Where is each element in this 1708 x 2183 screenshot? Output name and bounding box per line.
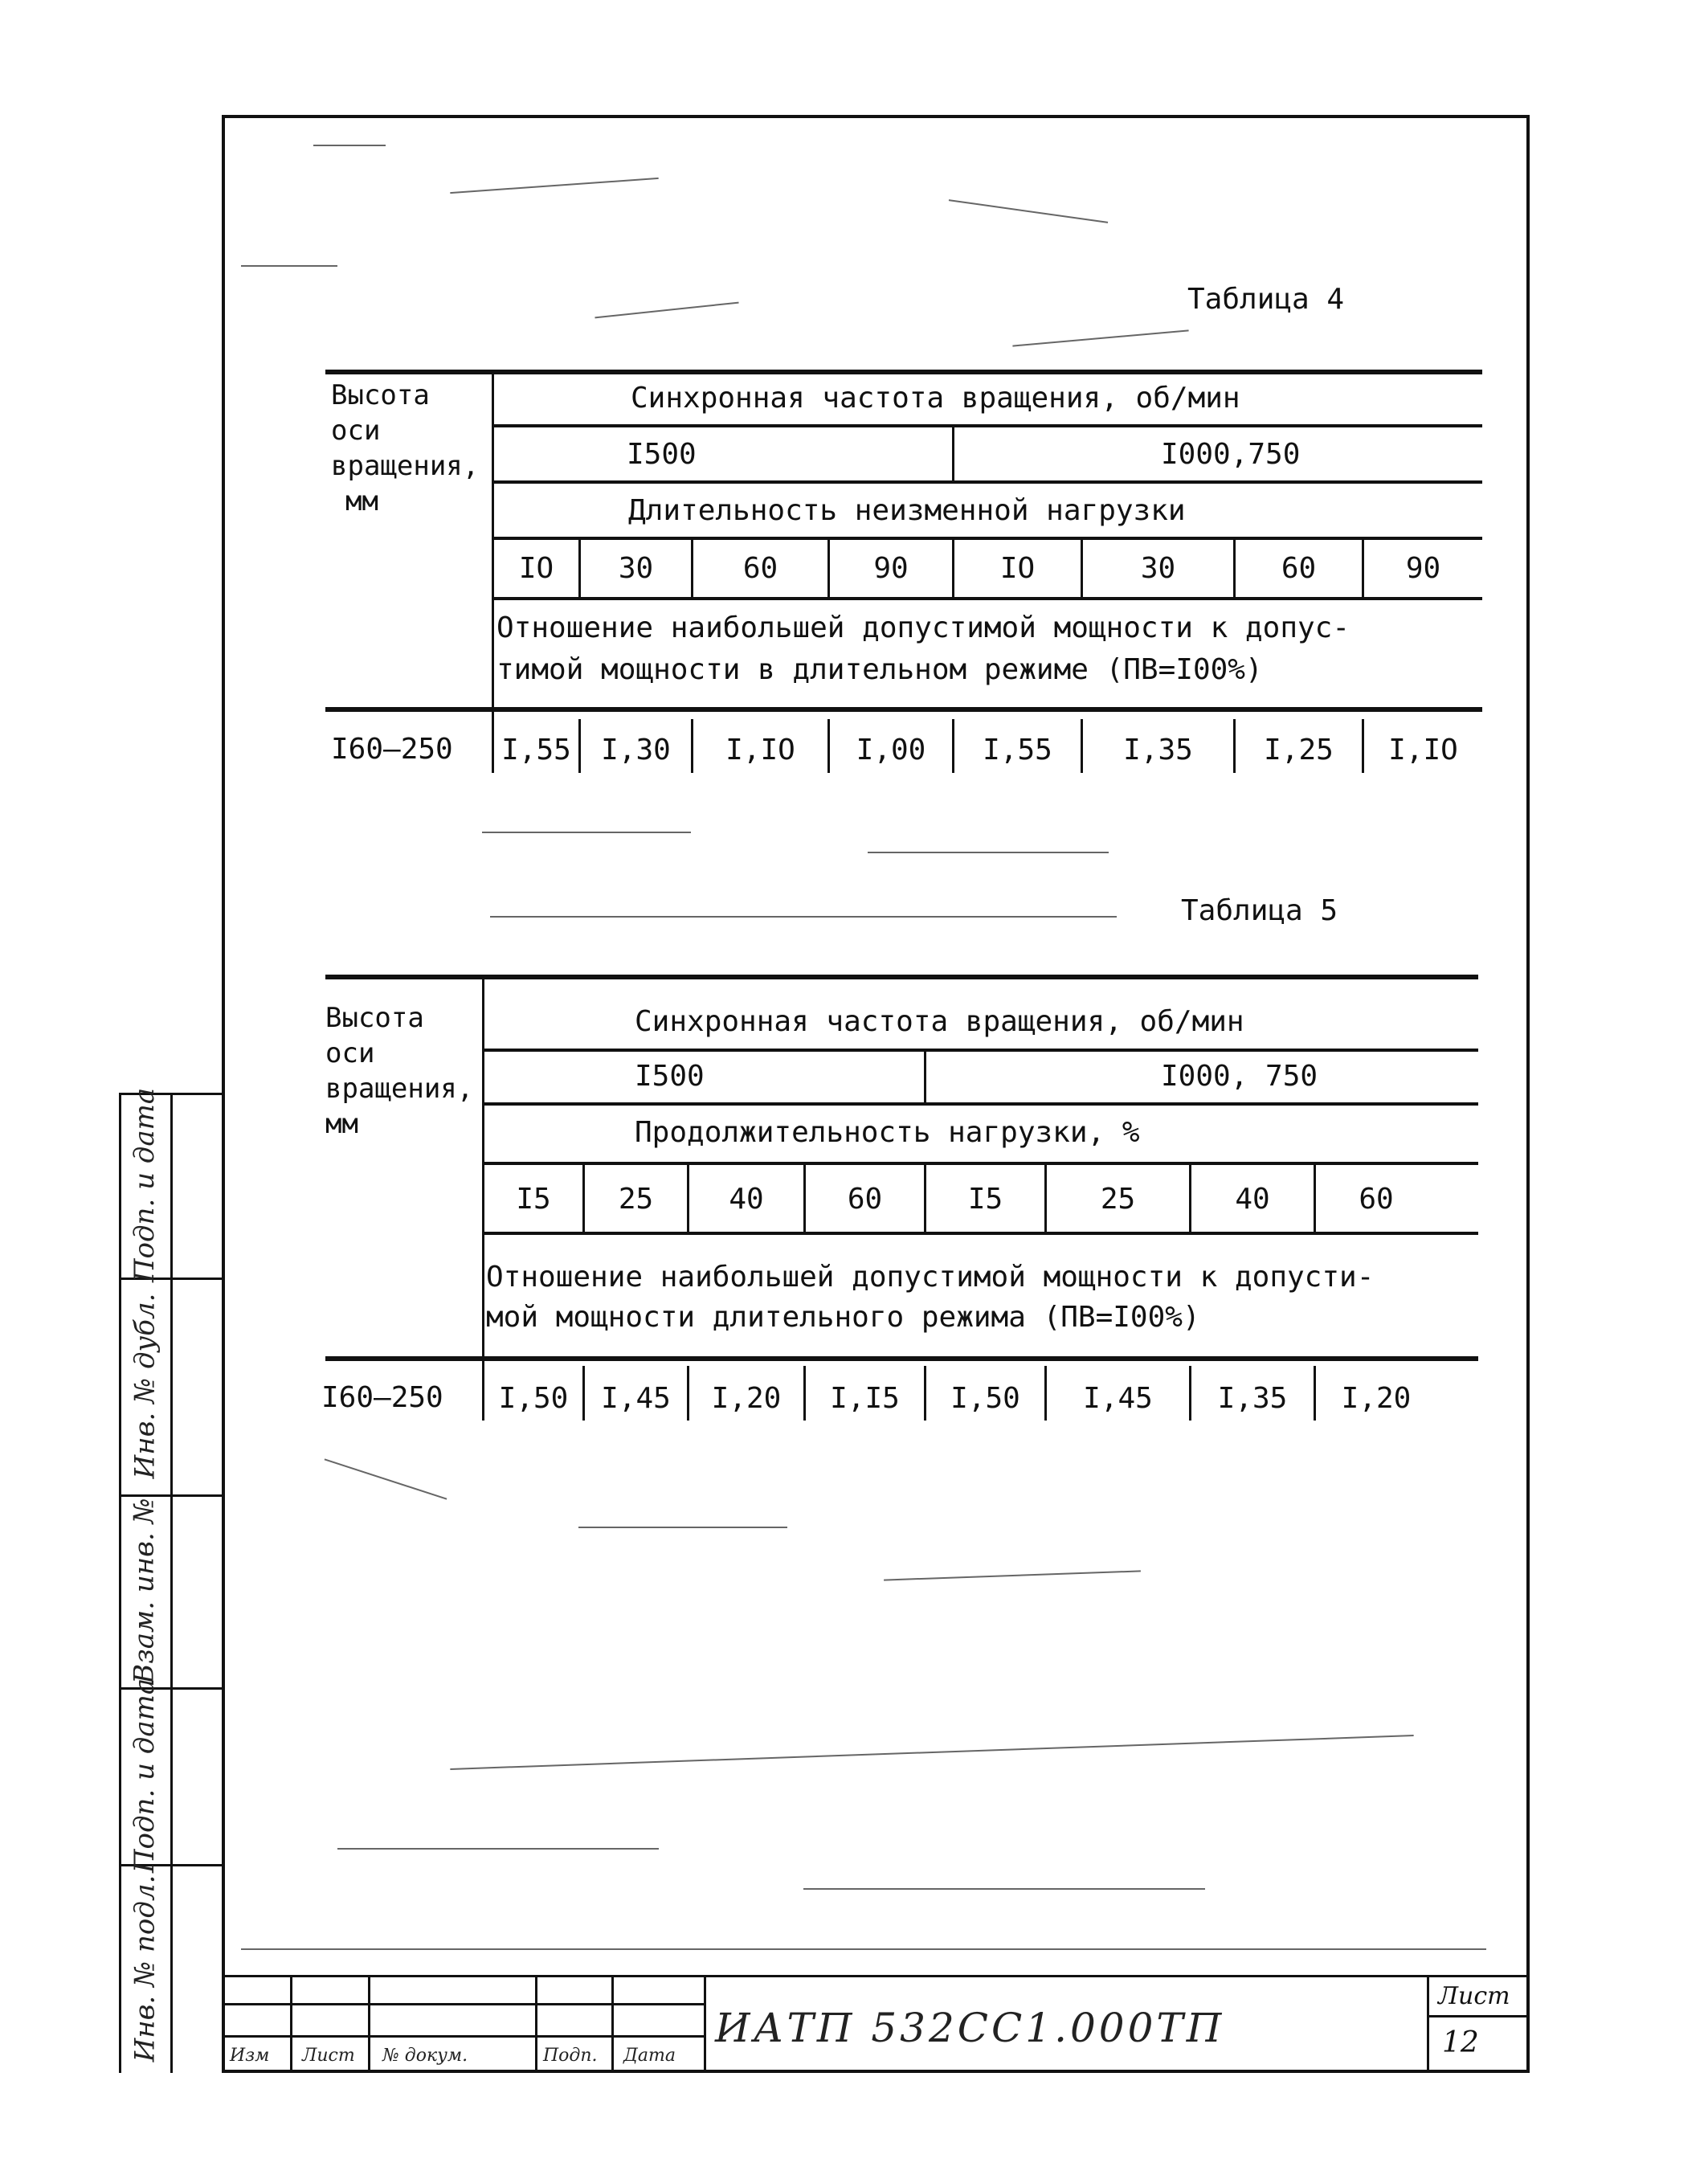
tb-line <box>1427 2015 1530 2017</box>
table4-duration: 90 <box>1405 552 1441 585</box>
table4-duration: 30 <box>618 552 654 585</box>
table4-header-main: Синхронная частота вращения, об/мин <box>631 382 1240 415</box>
table4-rule <box>492 537 1482 540</box>
tb-line <box>368 1975 370 2073</box>
scan-noise <box>241 1948 1486 1950</box>
table4-value: I,00 <box>856 734 926 767</box>
strip-label: Подп. и дата <box>129 1678 161 1874</box>
table5-rule <box>482 1049 1478 1052</box>
tb-line <box>535 1975 537 2073</box>
scan-noise <box>337 1848 659 1850</box>
tb-caption-podp: Подп. <box>543 2046 598 2066</box>
strip-vzam-inv <box>119 1494 170 1687</box>
tb-line <box>1427 1975 1429 2073</box>
table4-duration: IO <box>518 552 554 585</box>
table5-header-main: Синхронная частота вращения, об/мин <box>635 1005 1244 1038</box>
tb-line <box>290 1975 292 2073</box>
tb-line <box>611 1975 614 2073</box>
table4-value: I,30 <box>601 734 671 767</box>
table4-rule <box>492 480 1482 484</box>
table5-value: I,45 <box>601 1382 671 1415</box>
document-number: ИАТП 532СС1.000ТП <box>715 2005 1225 2051</box>
tb-caption-data: Дата <box>623 2046 676 2066</box>
table5-group-divider <box>924 1049 926 1102</box>
table5-stub-header <box>325 1000 473 1142</box>
table5-duration: 25 <box>618 1183 654 1216</box>
table4-group-1000: I000,750 <box>1161 438 1301 471</box>
table4-caption: Таблица 4 <box>1187 283 1345 316</box>
table4-duration: IO <box>999 552 1036 585</box>
table5-top-rule <box>325 975 1478 979</box>
table4-value: I,IO <box>1388 734 1458 767</box>
strip-podp-data <box>119 1678 170 1874</box>
table4-stub-header <box>331 378 479 519</box>
stub-line: оси <box>325 1037 375 1069</box>
table4-subheader: Длительность неизменной нагрузки <box>628 494 1186 527</box>
table4-row-label: I60–250 <box>331 733 453 766</box>
table4-duration: 60 <box>1281 552 1317 585</box>
table5-ratio-line2: мой мощности длительного режима (ПВ=I00%) <box>486 1301 1200 1334</box>
table5-group-1500: I500 <box>635 1060 705 1093</box>
table5-value: I,50 <box>498 1382 569 1415</box>
table4-duration: 30 <box>1140 552 1176 585</box>
table5-duration: 40 <box>1235 1183 1270 1216</box>
table5-rule <box>482 1102 1478 1106</box>
table4-ratio-line2: тимой мощности в длительном режиме (ПВ=I00%) <box>496 653 1263 686</box>
scan-noise <box>578 1527 787 1528</box>
table5-duration: 60 <box>847 1183 883 1216</box>
tb-line <box>222 2035 704 2038</box>
table5-rule <box>482 1232 1478 1235</box>
tb-caption-izm: Изм <box>230 2046 270 2066</box>
strip-label: Подп. и дата <box>129 1087 161 1283</box>
scan-noise <box>313 145 386 146</box>
table5-rule <box>482 1162 1478 1165</box>
table5-duration: I5 <box>516 1183 551 1216</box>
tb-line <box>704 1975 706 2073</box>
stub-line: вращения, <box>325 1073 474 1105</box>
scan-noise <box>490 916 1117 918</box>
stub-line: мм <box>325 1108 358 1140</box>
tb-line <box>222 1975 1530 1977</box>
stub-line: Высота <box>331 379 430 411</box>
strip-label: Инв. № подл. <box>129 1874 161 2062</box>
table4-top-rule <box>325 370 1482 374</box>
table4-value: I,55 <box>501 734 571 767</box>
binding-strip <box>119 1087 222 2073</box>
stub-line: Высота <box>325 1002 424 1034</box>
table4-group-divider <box>952 424 954 480</box>
stub-line: оси <box>331 415 381 447</box>
table5-value: I,35 <box>1217 1382 1288 1415</box>
table5-value: I,20 <box>711 1382 782 1415</box>
scan-noise <box>241 265 337 267</box>
table4-body-rule <box>325 707 1482 712</box>
table4-rule <box>492 597 1482 600</box>
strip-border <box>170 1093 173 2073</box>
scan-noise <box>868 852 1109 853</box>
tb-caption-dokum: № докум. <box>382 2046 468 2066</box>
tb-line <box>222 2003 704 2005</box>
strip-inv-dubl <box>119 1278 170 1494</box>
strip-label: Инв. № дубл. <box>129 1293 161 1479</box>
sheet-number: 12 <box>1442 2026 1479 2059</box>
tb-caption-list: Лист <box>302 2046 355 2066</box>
table5-group-1000: I000, 750 <box>1161 1060 1318 1093</box>
table5-duration: 25 <box>1100 1183 1136 1216</box>
strip-podp-data-2 <box>119 1087 170 1283</box>
table4-rule <box>492 424 1482 427</box>
table4-value: I,IO <box>725 734 795 767</box>
table4-value: I,55 <box>983 734 1052 767</box>
scan-noise <box>482 832 691 833</box>
strip-inv-podl <box>119 1864 170 2073</box>
table5-body-rule <box>325 1356 1478 1361</box>
table4-duration: 60 <box>742 552 778 585</box>
stub-line: мм <box>345 485 378 517</box>
table4-group-1500: I500 <box>627 438 697 471</box>
scan-noise <box>803 1888 1205 1890</box>
table5-ratio-line1: Отношение наибольшей допустимой мощности к допусти- <box>486 1261 1375 1294</box>
strip-label: Взам. инв. № <box>129 1498 161 1684</box>
sheet-label: Лист <box>1438 1982 1510 2010</box>
table4-value: I,35 <box>1123 734 1193 767</box>
table4-duration: 90 <box>873 552 909 585</box>
table5-duration: 60 <box>1359 1183 1394 1216</box>
table5-value: I,20 <box>1341 1382 1412 1415</box>
table5-value: I,45 <box>1083 1382 1153 1415</box>
table4-ratio-line1: Отношение наибольшей допустимой мощности к допус- <box>496 611 1350 644</box>
table5-value: I,50 <box>950 1382 1020 1415</box>
table4-value: I,25 <box>1264 734 1334 767</box>
table5-duration: 40 <box>729 1183 764 1216</box>
table5-value: I,I5 <box>830 1382 900 1415</box>
table5-row-label: I60–250 <box>321 1381 443 1414</box>
table5-subheader: Продолжительность нагрузки, % <box>635 1116 1140 1149</box>
stub-line: вращения, <box>331 450 480 482</box>
table5-duration: I5 <box>967 1183 1003 1216</box>
table5-caption: Таблица 5 <box>1181 894 1338 927</box>
